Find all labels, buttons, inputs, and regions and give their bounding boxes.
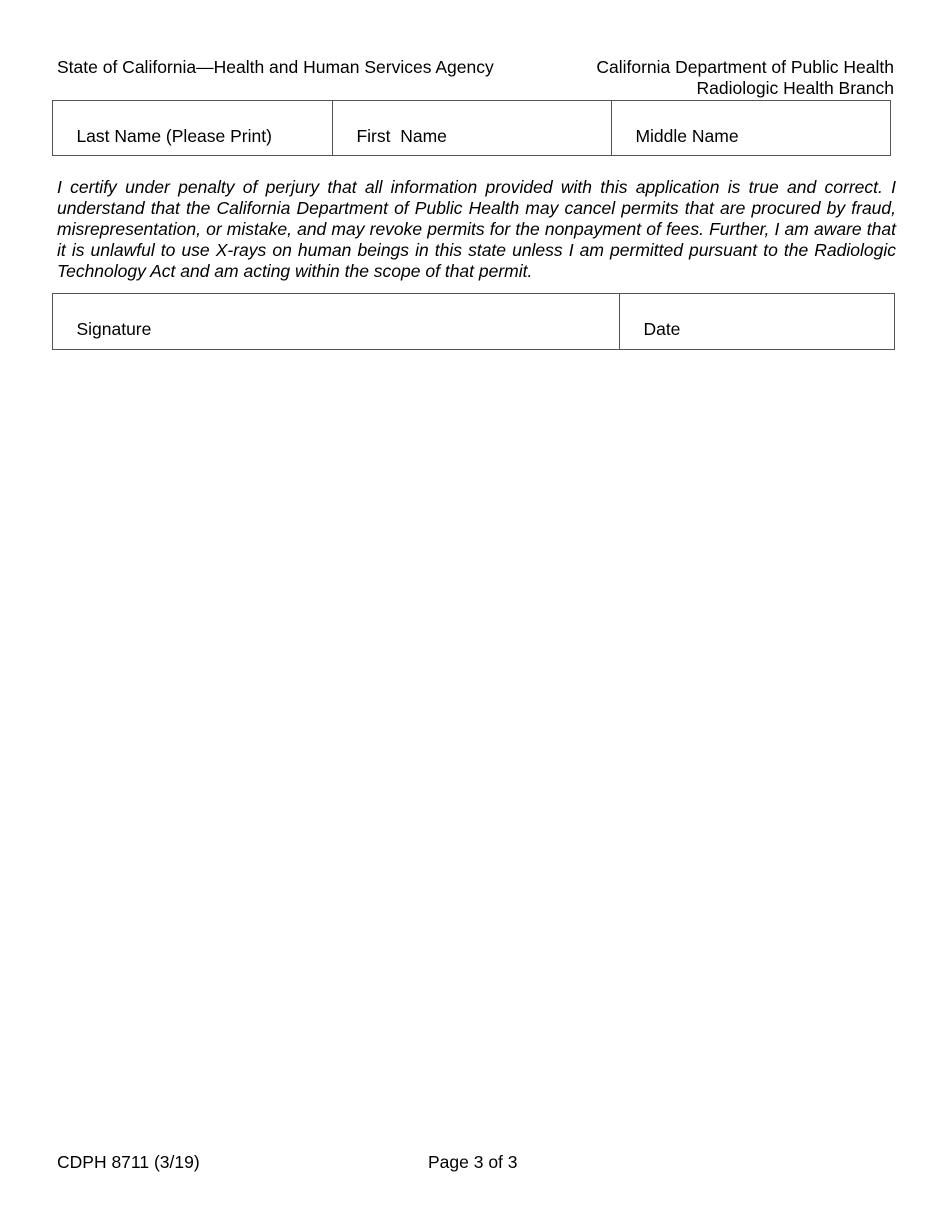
department-header [596,57,894,99]
last-name-label: Last Name (Please Print) [76,126,272,146]
middle-name-field[interactable] [611,101,890,155]
branch-name: Radiologic Health Branch [696,78,894,98]
signature-field[interactable] [53,294,619,349]
last-name-field[interactable] [53,101,332,155]
date-label: Date [643,319,681,339]
signature-label: Signature [76,319,152,339]
form-id: CDPH 8711 (3/19) [57,1152,200,1172]
agency-header: State of California—Health and Human Services Agency [57,57,494,77]
certification-statement: I certify under penalty of perjury that all information provided with this application is true and correct. I understand that the California Department of Public Health may cancel permits that are procured by fraud, misrepresentation, or mistake, and may revoke permits for the nonpayment of fees. Further, I am aware that it is unlawful to use X-rays on human beings in this state unless I am permitted pursuant to the Radiologic Technology Act and am acting within the scope of that permit. [57,177,896,281]
department-name: California Department of Public Health [596,57,894,77]
name-fields-row [52,100,891,156]
page-number: Page 3 of 3 [428,1152,518,1172]
middle-name-label: Middle Name [635,126,739,146]
first-name-label: First Name [356,126,447,146]
signature-fields-row [52,293,895,350]
date-field[interactable] [619,294,894,349]
first-name-field[interactable] [332,101,611,155]
